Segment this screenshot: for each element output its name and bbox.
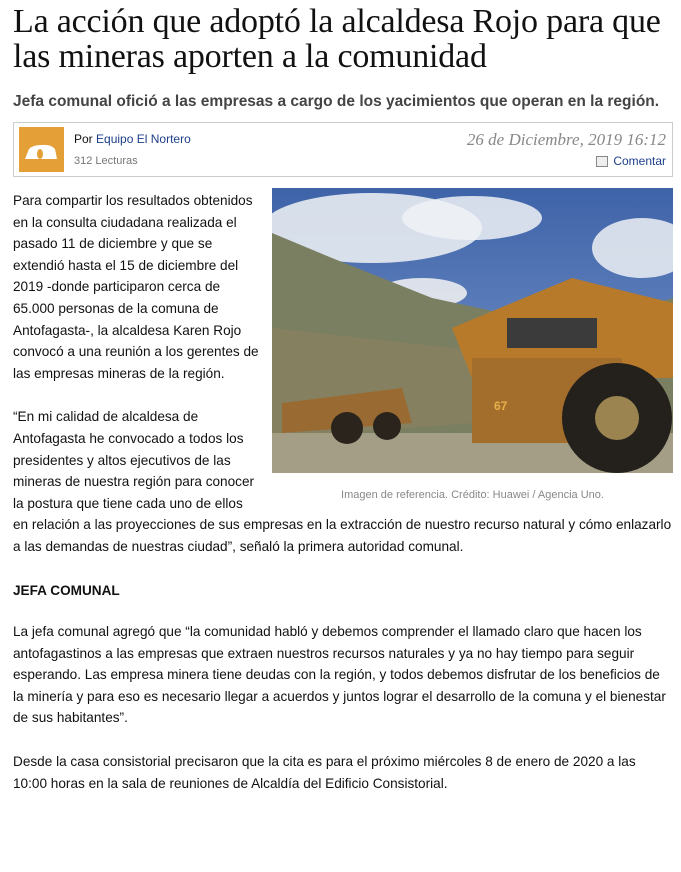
article-title: La acción que adoptó la alcaldesa Rojo para que las mineras aporten a la comunidad (13, 3, 661, 75)
article-subtitle: Jefa comunal ofició a las empresas a cargo de los yacimientos que operan en la región. (13, 93, 660, 110)
article-body (13, 190, 673, 794)
svg-text:67: 67 (494, 399, 508, 413)
paragraph: “En mi calidad de alcaldesa de Antofagasta he convocado a todos los presidentes y altos ejecutivos de las mineras de nuestra región para conocer la postura que tiene cada uno de ellos en relación a las proyecciones de sus empresas en la extracción de nuestro recurso natural y cómo enlazarlo a las demandas de nuestras ciudad”, señaló la primera autoridad comunal. (13, 409, 672, 554)
comment-button[interactable] (596, 154, 666, 168)
paragraph: La jefa comunal agregó que “la comunidad habló y debemos comprender el llamado claro que hacen los antofagastinos a las empresas que extraen nuestros recursos naturales y ya no hay tiempo para seguir esperando. Las empresa minera tiene deudas con la región, y todos debemos disfrutar de los beneficios de la minería y para eso es necesario llegar a acuerdos y juntos lograr el desarrollo de la comuna y el bienestar de sus habitantes”. (13, 624, 666, 726)
image-caption: Imagen de referencia. Crédito: Huawei / Agencia Uno. (341, 489, 604, 501)
paragraph: Para compartir los resultados obtenidos en la consulta ciudadana realizada el pasado 11 de diciembre y que se extendió hasta el 15 de diciembre del 2019 -donde participaron cerca de 65.000 personas de la comuna de Antofagasta-, la alcaldesa Karen Rojo convocó a una reunión a los gerentes de las empresas mineras de la región. (13, 193, 259, 381)
comment-label: Comentar (613, 154, 666, 168)
comment-icon (596, 156, 608, 167)
article (13, 0, 673, 816)
section-heading: JEFA COMUNAL (13, 582, 120, 598)
mining-trucks-photo (272, 188, 673, 473)
author-logo (19, 127, 64, 172)
author-link[interactable]: Equipo El Nortero (96, 132, 191, 146)
byline-prefix: Por (74, 132, 93, 146)
read-count: 312 Lecturas (74, 155, 138, 167)
paragraph: Desde la casa consistorial precisaron que la cita es para el próximo miércoles 8 de enero de 2020 a las 10:00 horas en la sala de reuniones de Alcaldía del Edificio Consistorial. (13, 754, 636, 791)
article-figure (272, 188, 673, 507)
publish-date: 26 de Diciembre, 2019 16:12 (466, 130, 666, 149)
byline-box (13, 122, 673, 177)
author-line (74, 132, 191, 146)
